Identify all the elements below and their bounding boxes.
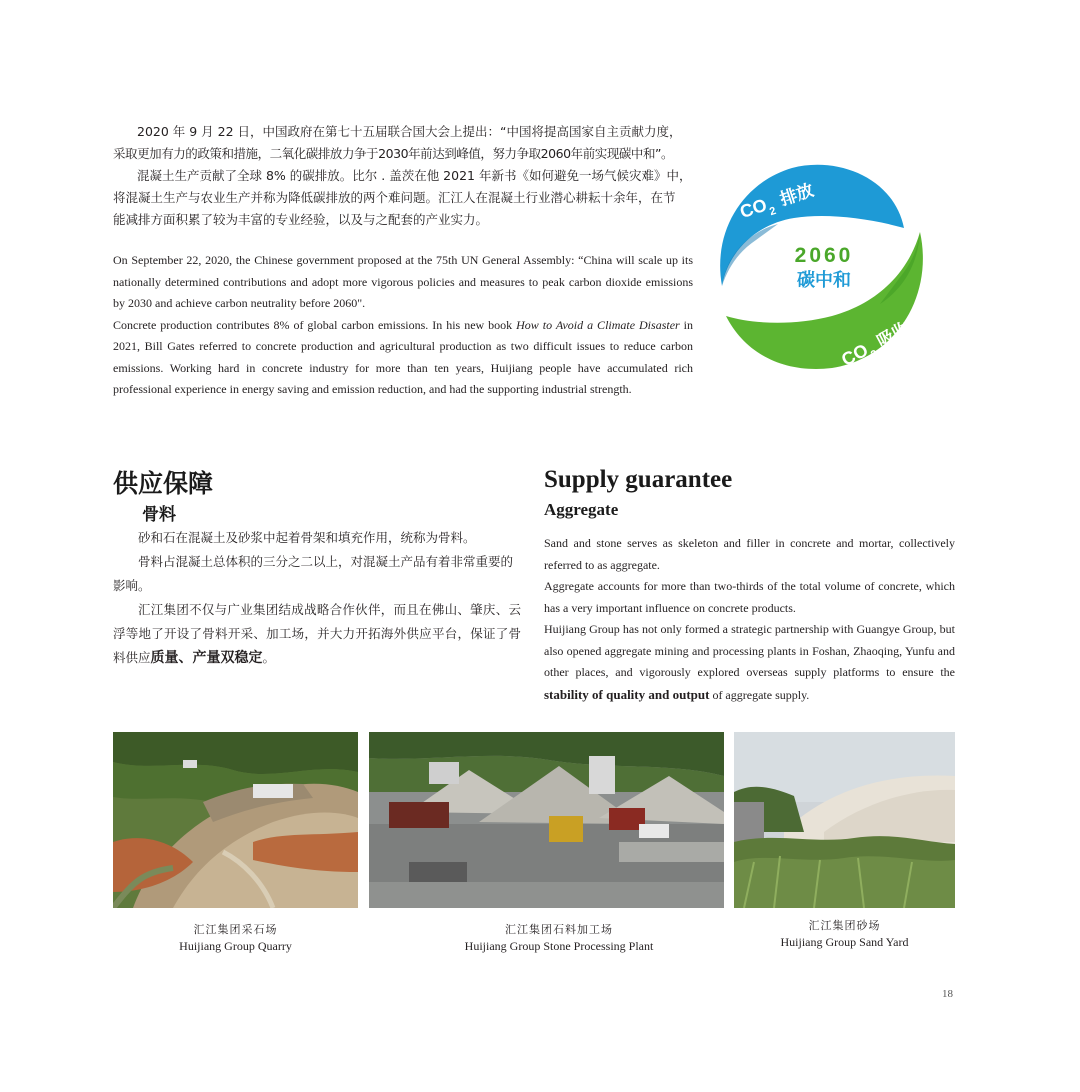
- section-cn-p1: 砂和石在混凝土及砂浆中起着骨架和填充作用，统称为骨料。: [138, 530, 476, 545]
- caption-sand-yard-cn: 汇江集团砂场: [808, 919, 881, 932]
- caption-stone-processing-cn: 汇江集团石料加工场: [505, 923, 613, 936]
- intro-cn-p2-line1: 混凝土生产贡献了全球 8% 的碳排放。比尔 . 盖茨在他 2021 年新书《如何避免一场气候灾难》中，: [137, 168, 692, 183]
- logo-bottom-sub: 2: [868, 347, 880, 362]
- stone-processing-photo: [369, 732, 724, 908]
- caption-sand-yard-en: Huijiang Group Sand Yard: [780, 935, 909, 949]
- section-en-p3-a: Huijiang Group has not only formed a strategic partnership with Guangye Group, but also opened aggregate mining and processing plants in Foshan, Zhaoqing, Yunfu and other places, and vigorously explored overseas supply platforms to ensure the: [544, 622, 955, 679]
- page-number: 18: [942, 988, 953, 1000]
- logo-bottom-text: 吸收: [873, 318, 914, 353]
- intro-en-book-title: How to Avoid a Climate Disaster: [516, 317, 680, 332]
- caption-quarry-en: Huijiang Group Quarry: [179, 939, 292, 953]
- section-en-p3: [544, 619, 955, 706]
- intro-cn-p1-line1: 2020 年 9 月 22 日，中国政府在第七十五届联合国大会上提出：“中国将提高国家自主贡献力度，: [137, 124, 682, 139]
- logo-top-text: 排放: [777, 180, 817, 211]
- logo-year: 2060: [794, 244, 854, 267]
- intro-en-p2: [113, 315, 693, 401]
- sand-yard-photo: [734, 732, 955, 908]
- logo-neutral: 碳中和: [797, 270, 851, 291]
- section-cn-p3: [113, 598, 521, 670]
- section-en-p1: Sand and stone serves as skeleton and filler in concrete and mortar, collectively referred to as aggregate.: [544, 536, 955, 572]
- section-en-p3-bold: stability of quality and output: [544, 686, 710, 702]
- caption-stone-processing-en: Huijiang Group Stone Processing Plant: [464, 939, 654, 953]
- intro-cn-p1-line2: 采取更加有力的政策和措施，二氧化碳排放力争于2030年前达到峰值，努力争取2060年前实现碳中和”。: [113, 146, 674, 161]
- logo-bottom-co: CO: [838, 339, 872, 371]
- quarry-photo: [113, 732, 358, 908]
- carbon-neutral-logo: [708, 156, 932, 374]
- intro-en-p2-b: in 2021, Bill Gates referred to concrete production and agricultural production as two difficult issues to reduce carbon emissions. Working hard in concrete industry for more than ten years, Huijiang people have accumulated rich professional experience in energy saving and emission reduction, and had the supporting industrial strength.: [113, 317, 693, 396]
- intro-en-p2-a: Concrete production contributes 8% of global carbon emissions. In his new book: [113, 317, 517, 332]
- caption-sand-yard: [734, 918, 955, 950]
- section-en-body: [544, 533, 955, 706]
- section-cn-p3-a: 汇江集团不仅与广业集团结成战略合作伙伴，而且在佛山、肇庆、云浮等地了开设了骨料开采、加工场，并大力开拓海外供应平台，保证了骨料供应: [113, 602, 521, 665]
- section-en-p2: Aggregate accounts for more than two-thirds of the total volume of concrete, which has a very important influence on concrete products.: [544, 579, 955, 615]
- intro-cn-p2-line3: 能减排方面积累了较为丰富的专业经验，以及与之配套的产业实力。: [113, 212, 489, 227]
- logo-top-sub: 2: [768, 204, 778, 219]
- intro-en: [113, 250, 693, 401]
- section-cn-body: [113, 526, 521, 670]
- logo-top-co: CO: [737, 194, 770, 223]
- caption-stone-processing: [369, 922, 749, 954]
- intro-en-p1: On September 22, 2020, the Chinese government proposed at the 75th UN General Assembly: “China will scale up its nationally determined contributions and adopt more vigorous policies and measures to peak carbon dioxide emissions by 2030 and achieve carbon neutrality before 2060".: [113, 253, 693, 310]
- section-en-subtitle: Aggregate: [544, 500, 619, 519]
- section-cn-p2: 骨料占混凝土总体积的三分之二以上，对混凝土产品有着非常重要的影响。: [113, 554, 514, 593]
- caption-quarry-cn: 汇江集团采石场: [193, 923, 278, 936]
- intro-cn-p2-line2: 将混凝土生产与农业生产并称为降低碳排放的两个难问题。汇江人在混凝土行业潜心耕耘十余年，在节: [113, 190, 676, 205]
- section-cn-p3-end: 。: [262, 650, 276, 665]
- intro-cn: [113, 121, 703, 231]
- section-cn-p3-bold: 质量、产量双稳定: [150, 650, 263, 666]
- section-cn-title: 供应保障: [113, 469, 214, 498]
- section-en-p3-b: of aggregate supply.: [709, 687, 810, 702]
- section-cn-subtitle: 骨料: [142, 505, 176, 525]
- section-en-title: Supply guarantee: [544, 466, 733, 493]
- caption-quarry: [113, 922, 358, 954]
